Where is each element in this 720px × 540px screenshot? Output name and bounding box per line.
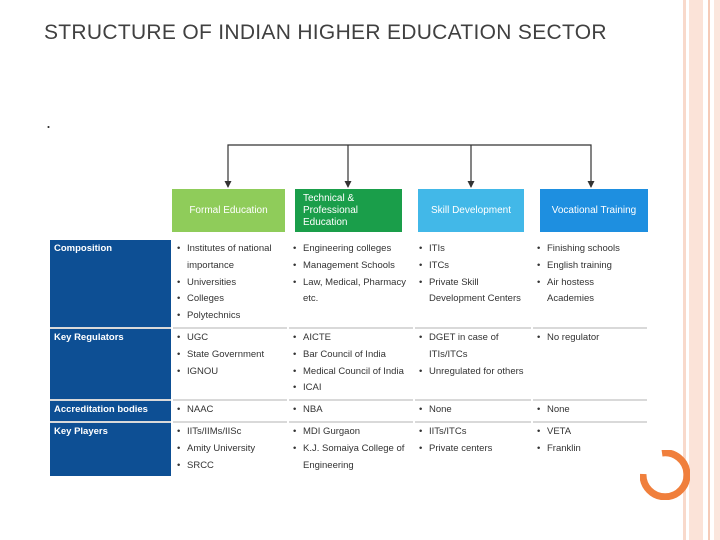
slide-title: STRUCTURE OF INDIAN HIGHER EDUCATION SECTOR: [44, 21, 607, 44]
table-cell: [532, 400, 648, 422]
list-item: • K.J. Somaiya College of Engineering: [293, 441, 409, 475]
table-cell: [288, 422, 414, 476]
column-header-technical-professional: Technical & Professional Education: [295, 189, 402, 232]
list-item: • NBA: [293, 402, 409, 419]
table-cell: [172, 328, 288, 400]
list-item: • Management Schools: [293, 258, 409, 275]
table-row: [50, 422, 648, 476]
list-item: • Finishing schools: [537, 241, 643, 258]
connector-bar: [228, 145, 591, 187]
structure-table: [50, 240, 649, 476]
table-cell: [414, 240, 532, 328]
list-item: • Colleges: [177, 291, 283, 308]
orange-arc: [643, 453, 687, 497]
table-cell: [288, 240, 414, 328]
list-item: • IGNOU: [177, 364, 283, 381]
table-row: [50, 240, 648, 328]
list-item: • Engineering colleges: [293, 241, 409, 258]
row-label-key-regulators: Key Regulators: [50, 328, 172, 400]
list-item: • Institutes of national importance: [177, 241, 283, 275]
list-item: • None: [537, 402, 643, 419]
list-item: • UGC: [177, 330, 283, 347]
column-header-vocational-training: Vocational Training: [540, 189, 648, 232]
table-cell: [532, 240, 648, 328]
list-item: • State Government: [177, 347, 283, 364]
list-item: • VETA: [537, 424, 643, 441]
corner-arc-decoration: [640, 450, 690, 500]
list-item: • IITs/ITCs: [419, 424, 527, 441]
list-item: • Private Skill Development Centers: [419, 275, 527, 309]
table-cell: [414, 400, 532, 422]
list-item: • English training: [537, 258, 643, 275]
list-item: • ITIs: [419, 241, 527, 258]
list-item: • Bar Council of India: [293, 347, 409, 364]
arrowhead: [468, 181, 475, 188]
list-item: • IITs/IIMs/IISc: [177, 424, 283, 441]
list-item: • None: [419, 402, 527, 419]
row-label-key-players: Key Players: [50, 422, 172, 476]
list-item: • ICAI: [293, 380, 409, 397]
table-cell: [532, 422, 648, 476]
list-item: • Universities: [177, 275, 283, 292]
list-item: • Air hostess Academies: [537, 275, 643, 309]
list-item: • ITCs: [419, 258, 527, 275]
arrowhead: [225, 181, 232, 188]
row-label-accreditation-bodies: Accreditation bodies: [50, 400, 172, 422]
table-cell: [288, 400, 414, 422]
list-item: • DGET in case of ITIs/ITCs: [419, 330, 527, 364]
list-item: • Private centers: [419, 441, 527, 458]
list-item: • MDI Gurgaon: [293, 424, 409, 441]
table-cell: [414, 328, 532, 400]
list-item: • AICTE: [293, 330, 409, 347]
table-cell: [172, 422, 288, 476]
list-item: • NAAC: [177, 402, 283, 419]
list-item: • Law, Medical, Pharmacy etc.: [293, 275, 409, 309]
table-cell: [414, 422, 532, 476]
arrowhead: [588, 181, 595, 188]
bullet-point: .: [46, 112, 52, 132]
list-item: • Amity University: [177, 441, 283, 458]
arrowhead: [345, 181, 352, 188]
column-header-skill-development: Skill Development: [418, 189, 524, 232]
table-cell: [172, 240, 288, 328]
list-item: • Unregulated for others: [419, 364, 527, 381]
table-row: [50, 328, 648, 400]
column-header-formal-education: Formal Education: [172, 189, 285, 232]
list-item: • Medical Council of India: [293, 364, 409, 381]
table-cell: [172, 400, 288, 422]
row-label-composition: Composition: [50, 240, 172, 328]
table-cell: [288, 328, 414, 400]
list-item: • No regulator: [537, 330, 643, 347]
list-item: • Franklin: [537, 441, 643, 458]
table-cell: [532, 328, 648, 400]
list-item: • Polytechnics: [177, 308, 283, 325]
list-item: • SRCC: [177, 458, 283, 475]
table-row: [50, 400, 648, 422]
